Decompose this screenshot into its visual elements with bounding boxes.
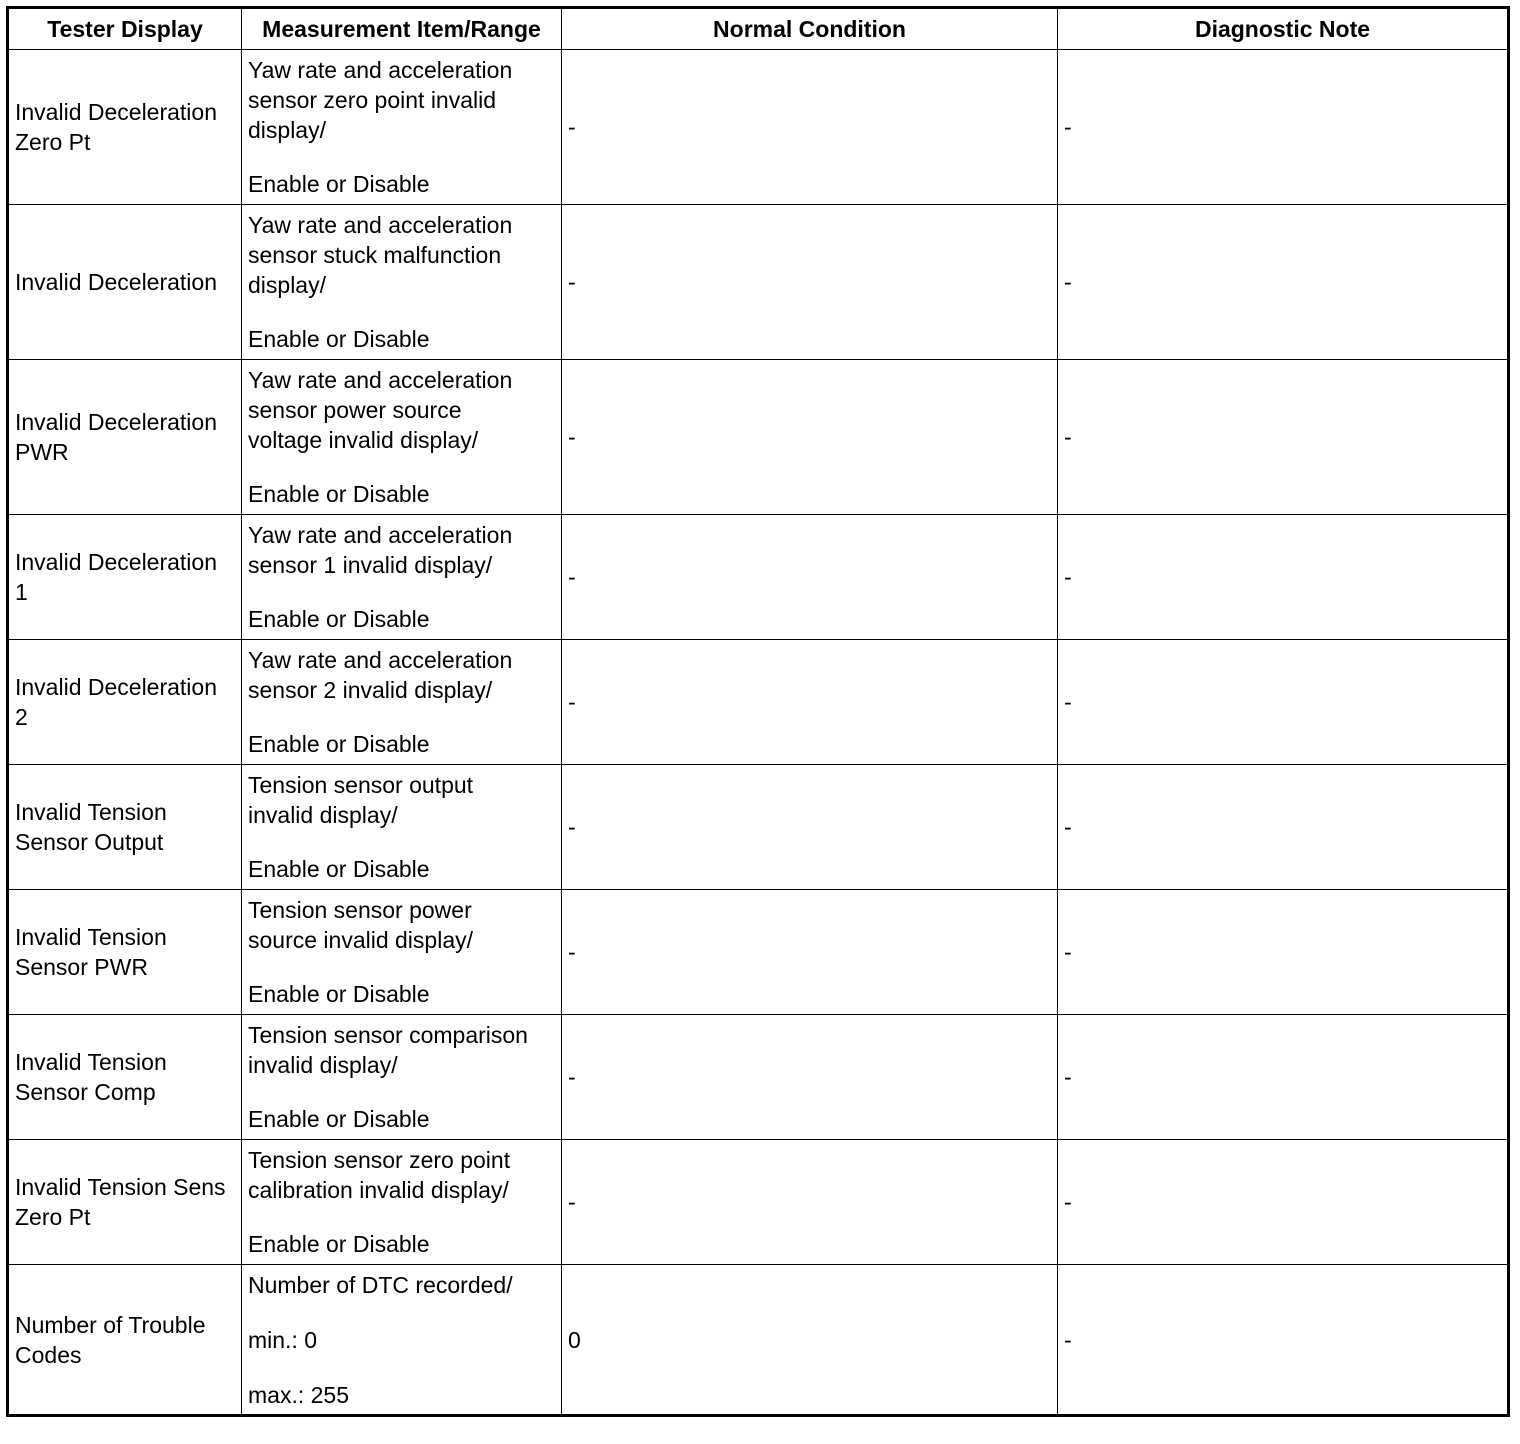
- normal-condition-cell: -: [562, 50, 1058, 205]
- measurement-cell: [242, 1265, 562, 1416]
- range-text: Enable or Disable: [248, 326, 430, 352]
- table-row: [8, 1140, 1509, 1265]
- diagnostic-note-cell: -: [1058, 205, 1509, 360]
- tester-display-cell: Invalid Deceleration 2: [8, 640, 242, 765]
- measurement-text: sensor 1 invalid display/: [248, 552, 493, 578]
- measurement-text: display/: [248, 117, 326, 143]
- range-text: Enable or Disable: [248, 856, 430, 882]
- range-text: Enable or Disable: [248, 1231, 430, 1257]
- min-value-text: min.: 0: [248, 1326, 318, 1353]
- measurement-cell: [242, 890, 562, 1015]
- diagnostic-note-cell: -: [1058, 515, 1509, 640]
- table-row: [8, 640, 1509, 765]
- normal-condition-cell: -: [562, 640, 1058, 765]
- measurement-text: display/: [248, 272, 326, 298]
- range-text: Enable or Disable: [248, 981, 430, 1007]
- measurement-cell: [242, 1015, 562, 1140]
- normal-condition-cell: -: [562, 765, 1058, 890]
- measurement-text: Tension sensor zero point: [248, 1147, 511, 1173]
- header-diagnostic-note: Diagnostic Note: [1058, 8, 1509, 50]
- diagnostic-note-cell: -: [1058, 360, 1509, 515]
- header-measurement-item: Measurement Item/Range: [242, 8, 562, 50]
- measurement-text: Number of DTC recorded/: [248, 1271, 513, 1298]
- measurement-text: sensor zero point invalid: [248, 87, 497, 113]
- measurement-text: Tension sensor output: [248, 772, 474, 798]
- measurement-text: sensor power source: [248, 397, 462, 423]
- table-row: [8, 890, 1509, 1015]
- measurement-text: sensor stuck malfunction: [248, 242, 502, 268]
- normal-condition-cell: -: [562, 1015, 1058, 1140]
- measurement-cell: [242, 765, 562, 890]
- measurement-cell: [242, 360, 562, 515]
- diagnostic-note-cell: -: [1058, 1015, 1509, 1140]
- diagnostic-note-cell: -: [1058, 765, 1509, 890]
- tester-display-cell: Invalid Deceleration 1: [8, 515, 242, 640]
- normal-condition-cell: -: [562, 360, 1058, 515]
- range-text: Enable or Disable: [248, 1106, 430, 1132]
- tester-display-cell: Number of Trouble Codes: [8, 1265, 242, 1416]
- measurement-text: Tension sensor power: [248, 897, 472, 923]
- tester-display-cell: Invalid Tension Sens Zero Pt: [8, 1140, 242, 1265]
- table-row: [8, 515, 1509, 640]
- measurement-text: source invalid display/: [248, 927, 474, 953]
- table-row: [8, 1015, 1509, 1140]
- measurement-text: sensor 2 invalid display/: [248, 677, 493, 703]
- measurement-text: Yaw rate and acceleration: [248, 522, 513, 548]
- normal-condition-cell: -: [562, 515, 1058, 640]
- measurement-text: Yaw rate and acceleration: [248, 57, 513, 83]
- range-text: Enable or Disable: [248, 481, 430, 507]
- table-row: [8, 50, 1509, 205]
- measurement-cell: [242, 515, 562, 640]
- tester-display-cell: Invalid Deceleration PWR: [8, 360, 242, 515]
- measurement-text: Tension sensor comparison: [248, 1022, 528, 1048]
- tester-display-cell: Invalid Tension Sensor Comp: [8, 1015, 242, 1140]
- tester-display-cell: Invalid Tension Sensor Output: [8, 765, 242, 890]
- range-text: Enable or Disable: [248, 606, 430, 632]
- table-row: [8, 1265, 1509, 1416]
- data-list-table: [6, 6, 1510, 1417]
- diagnostic-note-cell: -: [1058, 640, 1509, 765]
- measurement-text: Yaw rate and acceleration: [248, 212, 513, 238]
- tester-display-cell: Invalid Deceleration: [8, 205, 242, 360]
- measurement-cell: [242, 640, 562, 765]
- range-text: Enable or Disable: [248, 731, 430, 757]
- measurement-text: voltage invalid display/: [248, 427, 479, 453]
- tester-display-cell: Invalid Tension Sensor PWR: [8, 890, 242, 1015]
- diagnostic-note-cell: -: [1058, 890, 1509, 1015]
- measurement-cell: [242, 50, 562, 205]
- tester-display-cell: Invalid Deceleration Zero Pt: [8, 50, 242, 205]
- diagnostic-note-cell: -: [1058, 50, 1509, 205]
- measurement-text: calibration invalid display/: [248, 1177, 509, 1203]
- normal-condition-cell: -: [562, 890, 1058, 1015]
- diagnostic-note-cell: -: [1058, 1140, 1509, 1265]
- diagnostic-note-cell: -: [1058, 1265, 1509, 1416]
- header-tester-display: Tester Display: [8, 8, 242, 50]
- normal-condition-cell: -: [562, 205, 1058, 360]
- table-row: [8, 205, 1509, 360]
- header-normal-condition: Normal Condition: [562, 8, 1058, 50]
- normal-condition-cell: -: [562, 1140, 1058, 1265]
- header-row: [8, 8, 1509, 50]
- max-value-text: max.: 255: [248, 1381, 349, 1408]
- measurement-text: invalid display/: [248, 1052, 398, 1078]
- measurement-cell: [242, 205, 562, 360]
- table-row: [8, 360, 1509, 515]
- range-text: Enable or Disable: [248, 171, 430, 197]
- measurement-cell: [242, 1140, 562, 1265]
- measurement-text: Yaw rate and acceleration: [248, 367, 513, 393]
- measurement-text: Yaw rate and acceleration: [248, 647, 513, 673]
- table-row: [8, 765, 1509, 890]
- normal-condition-cell: 0: [562, 1265, 1058, 1416]
- measurement-text: invalid display/: [248, 802, 398, 828]
